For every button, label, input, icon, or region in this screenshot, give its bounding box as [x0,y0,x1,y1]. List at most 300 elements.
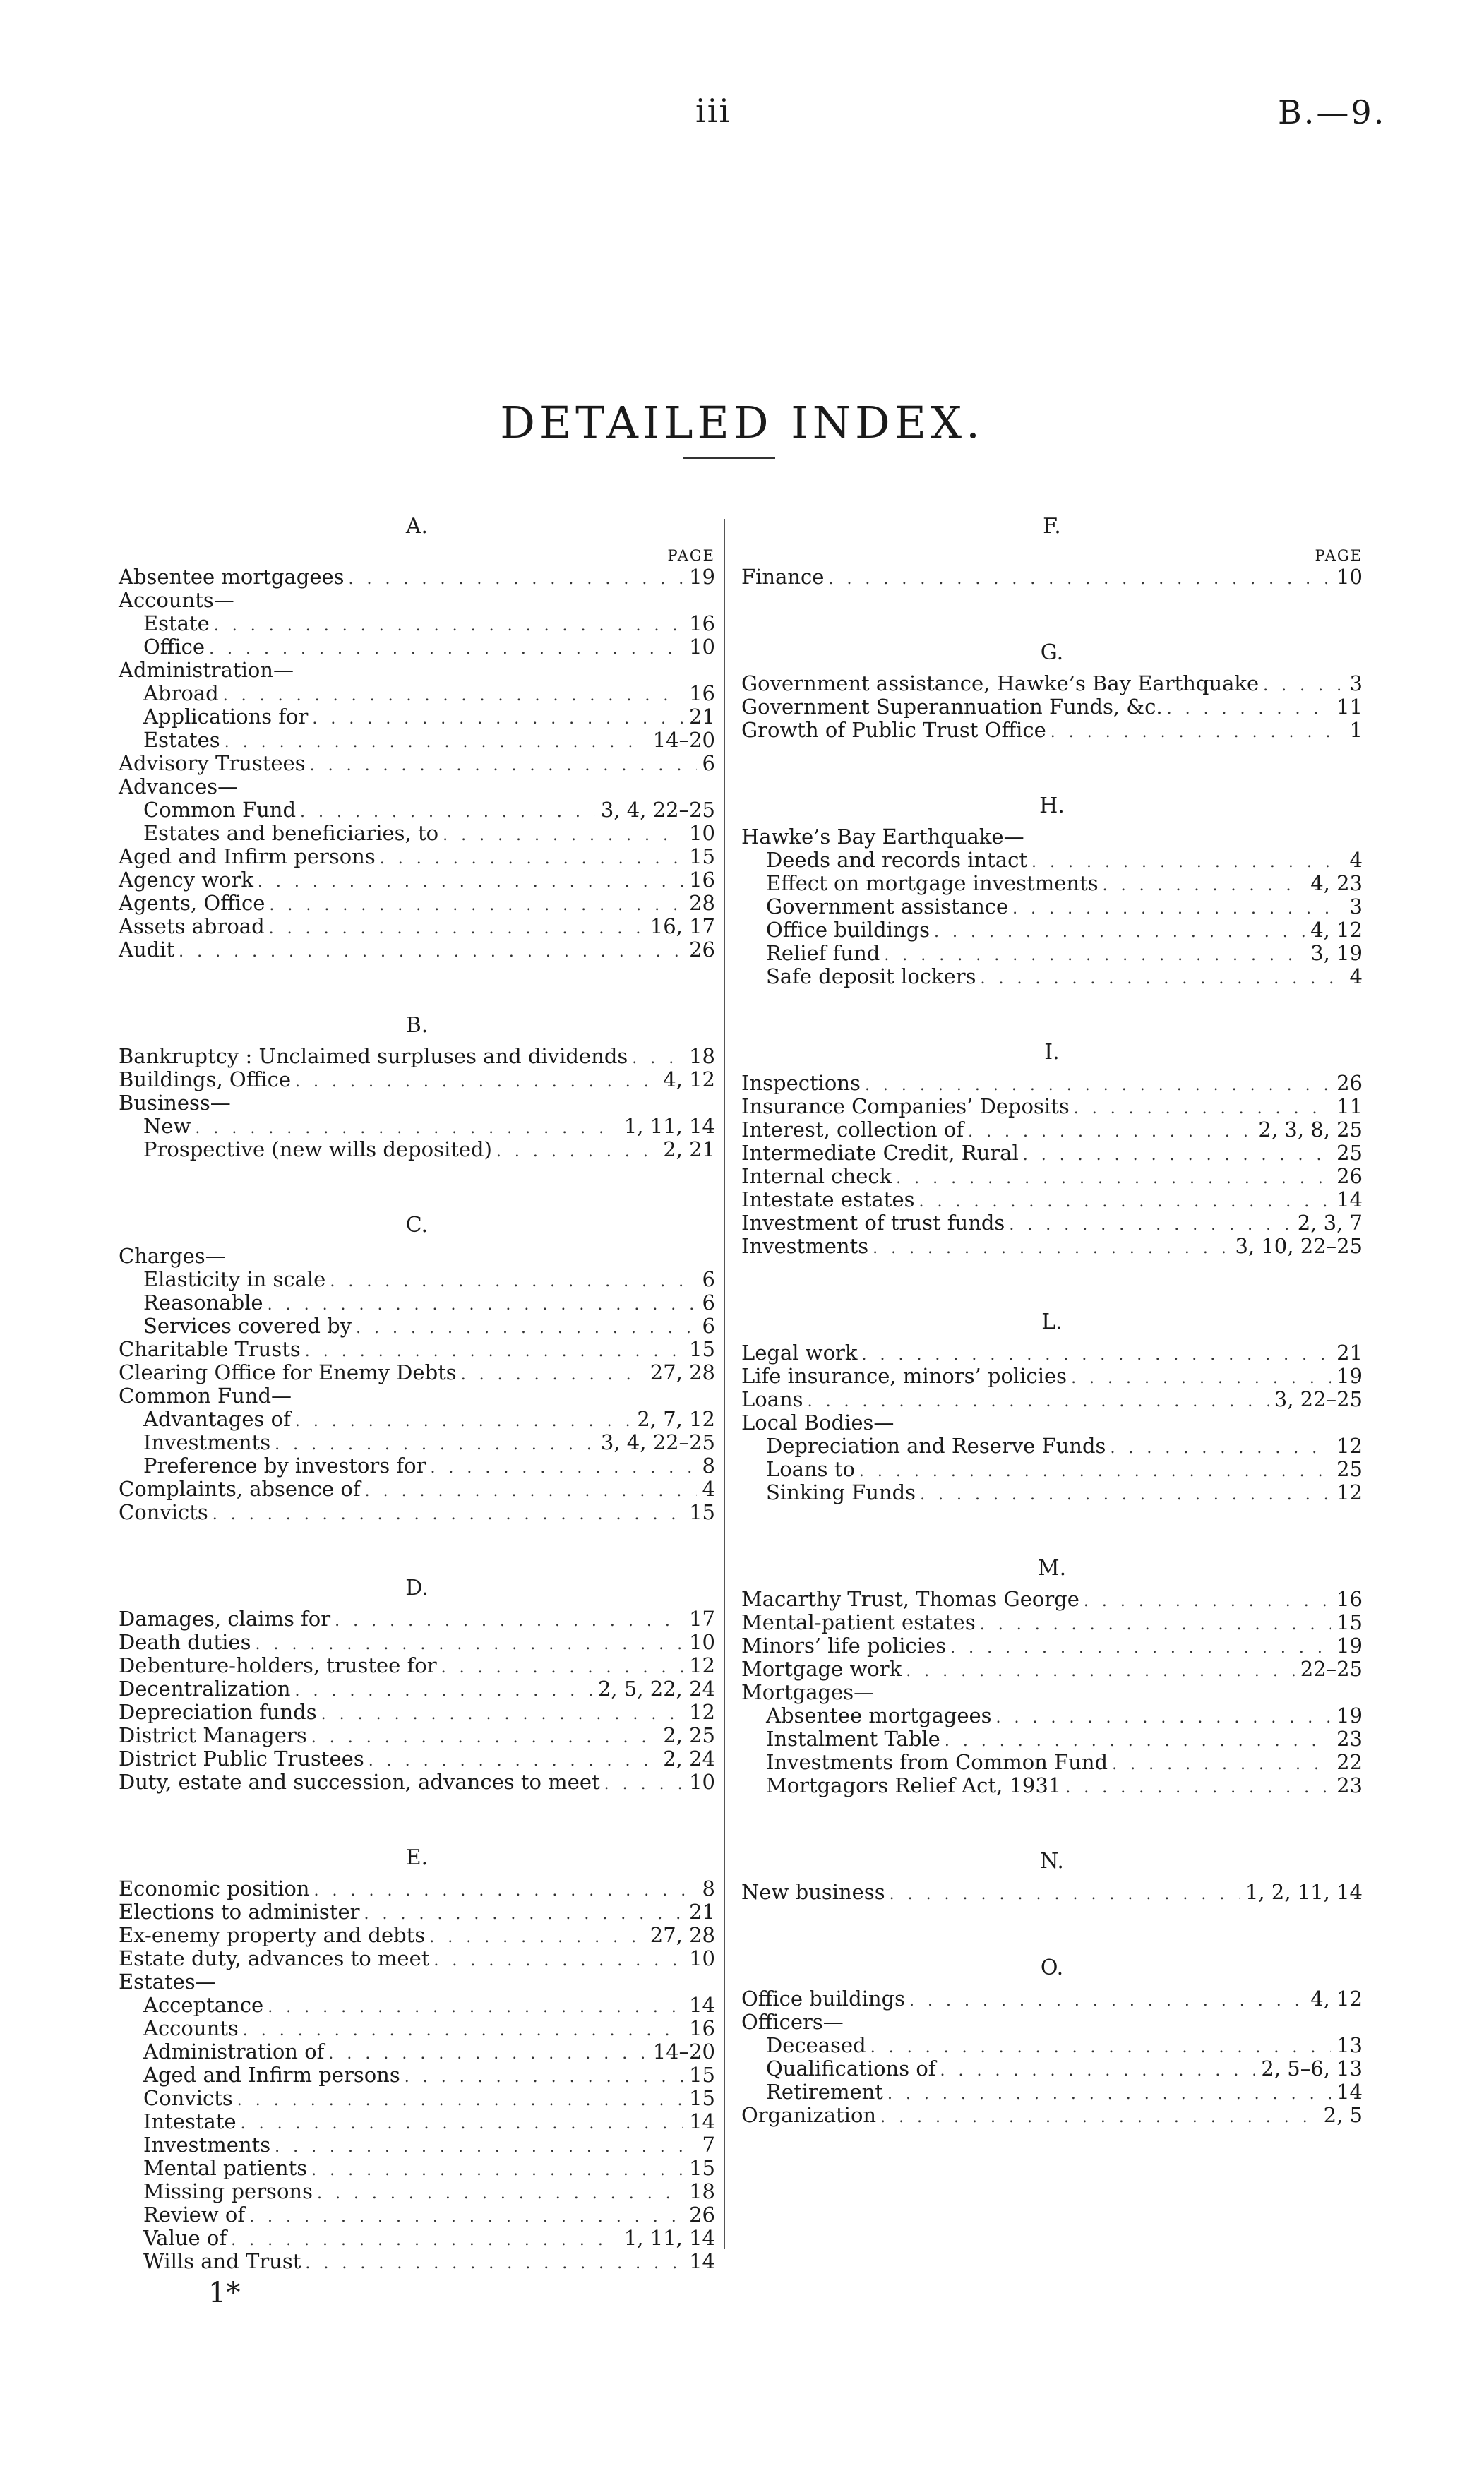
index-entry [119,729,715,752]
index-entry [741,1211,1363,1235]
section-letter: D. [405,1576,429,1600]
entry-text: Intermediate Credit, Rural [741,1141,1019,1165]
entry-pages: 4 [1349,848,1363,872]
entry-text: Estate duty, advances to meet [119,1946,430,1970]
index-column-right [741,512,1363,2127]
index-entry [119,798,715,822]
index-section [119,1574,715,1794]
entry-text: Loans [741,1387,803,1411]
index-entry [119,1701,715,1724]
entry-text: Convicts [119,1500,208,1524]
entry-text: Business— [119,1091,231,1115]
index-heading [119,1091,715,1115]
entry-pages: 10 [689,1630,715,1654]
entry-text: Office buildings [766,918,931,942]
entry-pages: 10 [689,1770,715,1794]
entry-text: Wills and Trust [143,2249,301,2273]
entry-text: Intestate [143,2109,237,2133]
section-letter: N. [1040,1849,1064,1874]
entry-pages: 10 [689,635,715,659]
entry-pages: 2, 5, 22, 24 [597,1677,715,1701]
index-entry [119,1924,715,1947]
dot-leader [604,1773,683,1796]
entry-text: Decentralization [119,1677,291,1701]
entry-text: Convicts [143,2086,233,2110]
index-entry [119,1607,715,1631]
index-section [741,1307,1363,1504]
entry-pages: 11 [1336,1094,1363,1118]
entry-pages: 1, 11, 14 [623,1114,715,1138]
entry-pages: 12 [689,1653,715,1677]
index-entry [741,1435,1363,1458]
entry-pages: 8 [702,1876,715,1900]
entry-text: Administration of [143,2040,325,2064]
dot-leader [335,1610,683,1633]
entry-text: Reasonable [143,1291,263,1315]
section-letter: I. [1044,1040,1060,1065]
index-entry [741,2080,1363,2104]
dot-leader [317,2182,683,2205]
entry-text: Growth of Public Trust Office [741,718,1046,742]
index-entry [741,1341,1363,1365]
entry-pages: 28 [689,891,715,915]
entry-text: Duty, estate and succession, advances to meet [119,1770,600,1794]
dot-leader [890,1883,1240,1906]
section-letter: C. [405,1213,429,1238]
entry-text: Charges— [119,1244,226,1268]
index-entry [741,695,1363,719]
entry-text: Retirement [766,2080,883,2104]
dot-leader [443,824,683,847]
entry-pages: 10 [689,821,715,845]
index-heading [119,775,715,798]
index-entry [119,2110,715,2133]
entry-text: Missing persons [143,2179,313,2203]
entry-pages: 15 [689,1500,715,1524]
index-entry [119,1454,715,1478]
entry-text: Services covered by [143,1314,352,1338]
index-entry [741,1774,1363,1797]
dot-leader [1263,674,1344,697]
entry-pages: 2, 24 [663,1747,715,1771]
index-entry [741,1881,1363,1904]
dot-leader [311,2159,683,2182]
index-section [119,1211,715,1524]
dot-leader [859,1460,1331,1483]
entry-pages: 21 [689,1900,715,1924]
index-section [119,512,715,962]
entry-pages: 2, 3, 8, 25 [1258,1118,1363,1142]
entry-pages: 19 [1336,1634,1363,1658]
entry-text: Assets abroad [119,914,265,938]
entry-pages: 4 [1349,964,1363,988]
entry-text: Accounts [143,2016,239,2040]
index-entry [741,1165,1363,1188]
entry-text: Agents, Office [119,891,265,915]
index-entry [119,1900,715,1924]
index-entry [119,1501,715,1524]
entry-text: Preference by investors for [143,1454,426,1478]
index-entry [119,752,715,775]
dot-leader [934,921,1305,944]
dot-leader [461,1363,645,1387]
entry-text: Government assistance, Hawke’s Bay Earthquake [741,671,1259,695]
entry-text: Aged and Infirm persons [143,2063,400,2087]
entry-pages: 19 [1336,1703,1363,1727]
entry-pages: 3, 4, 22–25 [600,798,715,822]
dot-leader [213,1503,683,1526]
index-heading [741,2011,1363,2034]
page-title: DETAILED INDEX. [500,396,984,448]
entry-text: Depreciation and Reserve Funds [766,1434,1106,1458]
index-entry [119,1315,715,1338]
entry-text: Death duties [119,1630,251,1654]
dot-leader [330,1270,696,1293]
index-section [741,512,1363,589]
entry-pages: 23 [1336,1727,1363,1751]
dot-leader [950,1636,1331,1660]
dot-leader [429,1926,645,1949]
index-entry [119,1747,715,1771]
entry-pages: 17 [689,1607,715,1631]
entry-pages: 3, 22–25 [1274,1387,1363,1411]
entry-text: Office buildings [741,1987,906,2011]
entry-text: Mental patients [143,2156,308,2180]
index-entry [741,895,1363,918]
index-entry [741,849,1363,872]
entry-pages: 4, 12 [663,1067,715,1091]
index-entry [741,1235,1363,1258]
dot-leader [887,2083,1331,2106]
title-divider [683,457,775,459]
entry-text: Intestate estates [741,1187,915,1211]
index-section [741,638,1363,742]
entry-pages: 4, 12 [1310,918,1363,942]
entry-pages: 2, 5 [1323,2103,1363,2127]
dot-leader [294,1679,592,1703]
dot-leader [981,967,1344,990]
entry-text: Government assistance [766,894,1009,918]
entry-pages: 16 [689,611,715,635]
entry-pages: 3 [1349,671,1363,695]
index-entry [119,1431,715,1454]
dot-leader [828,568,1331,591]
entry-pages: 22–25 [1300,1657,1363,1681]
entry-pages: 16 [689,868,715,892]
index-entry [119,1138,715,1161]
index-entry [741,1118,1363,1142]
dot-leader [920,1483,1331,1507]
entry-pages: 26 [689,938,715,962]
dot-leader [237,2089,683,2112]
entry-text: Office [143,635,205,659]
index-entry [119,1291,715,1315]
index-entry [741,1072,1363,1095]
entry-text: District Managers [119,1723,307,1747]
section-letter: G. [1040,640,1064,665]
column-divider [724,519,725,2249]
dot-leader [310,754,697,777]
index-entry [119,915,715,938]
entry-pages: 27, 28 [650,1360,715,1384]
entry-text: Abroad [143,681,219,705]
section-letter: L. [1041,1310,1063,1334]
index-entry [741,1095,1363,1118]
entry-text: Deeds and records intact [766,848,1028,872]
index-section [741,1554,1363,1797]
entry-text: Inspections [741,1071,861,1095]
entry-text: Advantages of [143,1407,291,1431]
index-entry [741,1142,1363,1165]
index-entry [741,1588,1363,1611]
dot-leader [896,1167,1331,1190]
entry-text: Insurance Companies’ Deposits [741,1094,1070,1118]
index-entry [119,705,715,729]
entry-text: Debenture-holders, trustee for [119,1653,437,1677]
entry-text: Audit [119,938,175,962]
entry-pages: 4, 23 [1310,871,1363,895]
entry-text: Advances— [119,774,239,798]
entry-pages: 2, 21 [663,1137,715,1161]
entry-pages: 19 [1336,1364,1363,1388]
index-entry [119,1115,715,1138]
index-entry [119,2087,715,2110]
dot-leader [906,1660,1295,1683]
index-entry [741,1658,1363,1681]
entry-pages: 11 [1336,695,1363,719]
entry-text: Mortgages— [741,1680,875,1704]
index-entry [119,2017,715,2040]
entry-pages: 10 [1336,565,1363,589]
entry-text: Loans to [766,1457,855,1481]
dot-leader [1051,721,1344,744]
entry-pages: 16 [1336,1587,1363,1611]
entry-pages: 2, 5–6, 13 [1261,2056,1363,2080]
entry-pages: 3, 10, 22–25 [1235,1234,1363,1258]
entry-pages: 6 [702,1291,715,1315]
index-entry [119,1771,715,1794]
index-entry [119,2133,715,2157]
index-entry [741,1634,1363,1658]
index-column-left [119,512,715,2273]
entry-text: Ex-enemy property and debts [119,1923,426,1947]
entry-pages: 15 [689,2086,715,2110]
index-entry [119,635,715,659]
index-entry [741,565,1363,589]
index-entry [119,2180,715,2203]
entry-text: Organization [741,2103,877,2127]
index-entry [119,1724,715,1747]
entry-text: Absentee mortgagees [119,565,345,589]
dot-leader [873,1237,1229,1260]
dot-leader [179,940,683,964]
entry-pages: 26 [1336,1071,1363,1095]
index-entry [741,965,1363,988]
dot-leader [996,1706,1332,1730]
entry-text: Agency work [119,868,253,892]
index-entry [741,942,1363,965]
entry-pages: 21 [1336,1341,1363,1365]
index-entry [119,868,715,892]
entry-pages: 3, 4, 22–25 [600,1430,715,1454]
entry-pages: 14–20 [652,728,715,752]
dot-leader [380,847,683,870]
index-heading [741,1681,1363,1704]
entry-pages: 1, 2, 11, 14 [1245,1880,1363,1904]
index-entry [119,612,715,635]
entry-pages: 19 [689,565,715,589]
index-entry [741,672,1363,695]
page-number: iii [695,92,731,130]
entry-text: Value of [143,2226,227,2250]
page-column-label: PAGE [1315,547,1363,564]
index-heading [119,1970,715,1994]
index-entry [119,1994,715,2017]
entry-text: District Public Trustees [119,1747,364,1771]
index-entry [741,2104,1363,2127]
index-entry [119,1408,715,1431]
index-entry [119,1068,715,1091]
index-heading [741,1411,1363,1435]
entry-pages: 1 [1349,718,1363,742]
entry-text: Review of [143,2203,246,2227]
entry-text: New business [741,1880,885,1904]
entry-text: Investment of trust funds [741,1211,1005,1235]
entry-pages: 8 [702,1454,715,1478]
dot-leader [268,1996,683,2019]
index-entry [741,872,1363,895]
index-entry [741,2034,1363,2057]
index-entry [741,2057,1363,2080]
entry-text: Finance [741,565,825,589]
index-entry [741,1458,1363,1481]
dot-leader [305,2252,683,2275]
index-entry [741,1987,1363,2011]
entry-pages: 25 [1336,1141,1363,1165]
entry-text: Legal work [741,1341,858,1365]
entry-text: Bankruptcy : Unclaimed surpluses and dividends [119,1044,628,1068]
section-letter: A. [405,514,429,539]
index-heading [119,1245,715,1268]
entry-pages: 2, 3, 7 [1297,1211,1363,1235]
entry-text: New [143,1114,191,1138]
index-heading [741,825,1363,849]
entry-pages: 6 [702,751,715,775]
entry-pages: 14 [1336,2080,1363,2104]
entry-text: Internal check [741,1164,892,1188]
entry-text: Qualifications of [766,2056,936,2080]
index-entry [119,2157,715,2180]
entry-pages: 12 [689,1700,715,1724]
entry-text: Hawke’s Bay Earthquake— [741,825,1024,849]
entry-text: Estates— [119,1970,216,1994]
entry-pages: 14–20 [652,2040,715,2064]
entry-text: Prospective (new wills deposited) [143,1137,492,1161]
dot-leader [1110,1437,1331,1460]
entry-text: Buildings, Office [119,1067,291,1091]
entry-pages: 27, 28 [650,1923,715,1947]
entry-text: Elections to administer [119,1900,360,1924]
index-section [741,791,1363,988]
dot-leader [1023,1144,1331,1167]
page-column-label: PAGE [667,547,715,564]
index-entry [741,1751,1363,1774]
index-section [119,1011,715,1161]
index-heading [119,1384,715,1408]
entry-text: Mortgagors Relief Act, 1931 [766,1773,1062,1797]
entry-text: Accounts— [119,588,234,612]
entry-pages: 26 [1336,1164,1363,1188]
entry-text: Macarthy Trust, Thomas George [741,1587,1079,1611]
entry-text: Officers— [741,2010,844,2034]
entry-pages: 6 [702,1314,715,1338]
entry-text: Effect on mortgage investments [766,871,1099,895]
entry-text: Life insurance, minors’ policies [741,1364,1067,1388]
dot-leader [1065,1776,1331,1800]
entry-pages: 18 [689,1044,715,1068]
dot-leader [314,1879,697,1903]
entry-text: Minors’ life policies [741,1634,947,1658]
entry-text: Estates [143,728,220,752]
index-section [741,1038,1363,1258]
section-letter: F. [1043,514,1061,539]
index-entry [741,918,1363,942]
index-entry [741,1388,1363,1411]
index-section [119,1843,715,2273]
dot-leader [349,568,684,591]
index-heading [119,659,715,682]
entry-pages: 21 [689,705,715,729]
dot-leader [295,1410,631,1433]
index-entry [119,565,715,589]
entry-pages: 15 [689,2063,715,2087]
index-entry [741,1481,1363,1504]
entry-text: Investments from Common Fund [766,1750,1108,1774]
entry-text: Instalment Table [766,1727,940,1751]
dot-leader [430,1456,696,1480]
dot-leader [275,2136,696,2159]
entry-pages: 15 [689,1337,715,1361]
entry-text: Mortgage work [741,1657,902,1681]
entry-pages: 15 [1336,1610,1363,1634]
entry-pages: 16 [689,2016,715,2040]
dot-leader [1167,697,1332,721]
entry-text: Advisory Trustees [119,751,306,775]
index-entry [119,1338,715,1361]
index-entry [741,1611,1363,1634]
dot-leader [214,614,683,637]
entry-pages: 3, 19 [1310,941,1363,965]
dot-leader [433,1949,683,1972]
dot-leader [249,2205,683,2229]
entry-text: Economic position [119,1876,310,1900]
index-entry [119,2040,715,2064]
dot-leader [269,894,683,917]
entry-text: Common Fund— [119,1384,292,1408]
dot-leader [496,1140,657,1163]
entry-text: Clearing Office for Enemy Debts [119,1360,457,1384]
entry-text: Common Fund [143,798,297,822]
index-entry [119,1478,715,1501]
index-heading [119,589,715,612]
index-entry [119,2250,715,2273]
index-entry [119,682,715,705]
index-entry [119,2227,715,2250]
index-section [741,1953,1363,2127]
entry-pages: 3 [1349,894,1363,918]
dot-leader [1012,897,1344,921]
index-entry [119,845,715,868]
